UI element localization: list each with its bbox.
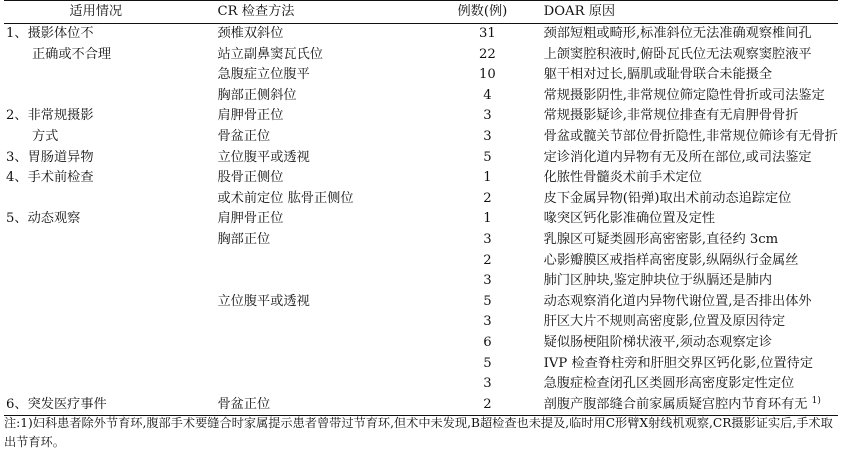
- method-cell-text: 肩胛骨正位: [217, 108, 284, 124]
- count-cell: [449, 168, 526, 189]
- category-cell: [4, 292, 185, 313]
- category-cell: [4, 24, 185, 45]
- count-cell: [449, 271, 526, 292]
- count-cell-text: 4: [483, 87, 492, 103]
- reason-cell: [526, 168, 838, 189]
- category-cell-text: 2、非常规摄影: [6, 108, 94, 124]
- method-cell-text: 或术前定位 肱骨正侧位: [217, 190, 354, 206]
- category-cell: [4, 209, 185, 230]
- reason-cell-text: 急腹症检查闭孔区类圆形高密度影定性定位: [543, 376, 795, 392]
- reason-cell: [526, 333, 838, 354]
- table-row: [4, 168, 838, 189]
- table-header-row: [4, 1, 838, 24]
- count-cell: [449, 86, 526, 107]
- header-category: 适用情况: [4, 1, 185, 24]
- method-cell: [185, 251, 449, 272]
- reason-cell: [526, 148, 838, 169]
- reason-cell-text: 定诊消化道内异物有无及所在部位,或司法鉴定: [543, 149, 812, 165]
- reason-cell: [526, 24, 838, 45]
- header-count: 例数(例): [449, 1, 526, 24]
- category-cell-text: 正确或不合理: [32, 46, 112, 62]
- reason-cell-text: 疑似肠梗阻阶梯状液平,须动态观察定诊: [543, 334, 773, 350]
- reason-cell-text: IVP 检查脊柱旁和肝胆交界区钙化影,位置待定: [543, 355, 814, 371]
- count-cell-text: 6: [483, 334, 492, 350]
- table-row: [4, 354, 838, 375]
- count-cell: [449, 65, 526, 86]
- table-row: [4, 189, 838, 210]
- count-cell: [449, 354, 526, 375]
- table-row: [4, 251, 838, 272]
- category-cell: [4, 189, 185, 210]
- method-cell-text: 骨盆正位: [217, 128, 271, 144]
- method-cell: [185, 168, 449, 189]
- method-cell: [185, 209, 449, 230]
- table-row: [4, 45, 838, 66]
- category-cell: [4, 86, 185, 107]
- reason-cell: [526, 65, 838, 86]
- category-cell-text: 3、胃肠道异物: [6, 149, 94, 165]
- category-cell: [4, 148, 185, 169]
- reason-cell: [526, 271, 838, 292]
- method-cell-text: 站立副鼻窦瓦氏位: [217, 46, 323, 62]
- table-row: [4, 395, 838, 416]
- method-cell: [185, 312, 449, 333]
- category-cell: [4, 395, 185, 416]
- count-cell: [449, 230, 526, 251]
- reason-cell: [526, 374, 838, 395]
- reason-cell-text: 剖腹产腹部缝合前家属质疑宫腔内节育环有无: [543, 396, 808, 412]
- count-cell-text: 2: [483, 190, 492, 206]
- method-cell: [185, 24, 449, 45]
- method-cell-text: 急腹症立位腹平: [217, 67, 310, 83]
- count-cell: [449, 333, 526, 354]
- category-cell: [4, 230, 185, 251]
- method-cell: [185, 106, 449, 127]
- count-cell: [449, 209, 526, 230]
- category-cell: [4, 354, 185, 375]
- count-cell-text: 5: [483, 293, 492, 309]
- count-cell-text: 2: [483, 252, 492, 268]
- table-row: [4, 148, 838, 169]
- count-cell-text: 22: [479, 46, 496, 62]
- category-cell-text: 方式: [32, 128, 59, 144]
- reason-cell: [526, 292, 838, 313]
- category-cell: [4, 65, 185, 86]
- table-row: [4, 374, 838, 395]
- reason-cell: [526, 86, 838, 107]
- reason-cell: [526, 312, 838, 333]
- reason-cell-text: 常规摄影阴性,非常规位筛定隐性骨折或司法鉴定: [543, 87, 825, 103]
- method-cell-text: 骨盆正位: [217, 396, 271, 412]
- count-cell-text: 5: [483, 355, 492, 371]
- count-cell-text: 3: [483, 273, 492, 289]
- reason-cell-text: 上颌窦腔积液时,俯卧瓦氏位无法观察窦腔液平: [543, 46, 812, 62]
- method-cell-text: 胸部正侧斜位: [217, 87, 297, 103]
- method-cell: [185, 374, 449, 395]
- method-cell-text: 肩胛骨正位: [217, 211, 284, 227]
- table-row: [4, 127, 838, 148]
- method-cell: [185, 333, 449, 354]
- reason-cell-text: 心影瓣膜区戒指样高密度影,纵隔纵行金属丝: [543, 252, 799, 268]
- table-footnote: 注:1)妇科患者除外节育环,腹部手术要缝合时家属提示患者曾带过节育环,但术中未发现,B超检查也未提及,临时用C形臂X射线机观察,CR摄影证实后,手术取出节育环。: [4, 416, 833, 449]
- table-row: [4, 292, 838, 313]
- category-cell: [4, 127, 185, 148]
- header-reason: DOAR 原因: [526, 1, 838, 24]
- category-cell: [4, 271, 185, 292]
- category-cell-text: 1、摄影体位不: [6, 26, 94, 41]
- reason-cell: [526, 251, 838, 272]
- count-cell-text: 1: [483, 211, 492, 227]
- reason-cell-text: 肺门区肿块,鉴定肿块位于纵膈还是肺内: [543, 273, 773, 289]
- count-cell-text: 3: [483, 128, 492, 144]
- method-cell: [185, 354, 449, 375]
- category-cell: [4, 333, 185, 354]
- method-cell: [185, 271, 449, 292]
- count-cell-text: 2: [483, 396, 492, 412]
- count-cell: [449, 127, 526, 148]
- method-cell-text: 颈椎双斜位: [217, 26, 284, 41]
- count-cell: [449, 374, 526, 395]
- count-cell-text: 31: [479, 26, 496, 41]
- method-cell: [185, 292, 449, 313]
- footnote-marker: 1): [811, 395, 821, 406]
- table-row: [4, 271, 838, 292]
- reason-cell: [526, 45, 838, 66]
- method-cell: [185, 45, 449, 66]
- category-cell-text: 5、动态观察: [6, 211, 81, 227]
- category-cell: [4, 168, 185, 189]
- reason-cell-text: 化脓性骨髓炎术前手术定位: [543, 170, 702, 186]
- table-row: [4, 24, 838, 45]
- category-cell-text: 6、突发医疗事件: [6, 396, 107, 412]
- header-method: CR 检查方法: [185, 1, 449, 24]
- category-cell: [4, 374, 185, 395]
- table-body: [4, 24, 838, 416]
- reason-cell: [526, 395, 838, 416]
- category-cell: [4, 106, 185, 127]
- method-cell: [185, 65, 449, 86]
- count-cell-text: 10: [479, 67, 496, 83]
- doar-table: [4, 0, 838, 416]
- count-cell: [449, 148, 526, 169]
- category-cell: [4, 312, 185, 333]
- table-row: [4, 86, 838, 107]
- reason-cell-text: 皮下金属异物(铅弹)取出术前动态追踪定位: [543, 190, 792, 206]
- count-cell: [449, 24, 526, 45]
- count-cell: [449, 312, 526, 333]
- reason-cell-text: 肝区大片不规则高密度影,位置及原因待定: [543, 314, 786, 330]
- method-cell: [185, 86, 449, 107]
- table-row: [4, 106, 838, 127]
- reason-cell: [526, 354, 838, 375]
- reason-cell-text: 常规摄影疑诊,非常规位排查有无肩胛骨骨折: [543, 108, 799, 124]
- count-cell: [449, 251, 526, 272]
- method-cell-text: 立位腹平或透视: [217, 149, 310, 165]
- reason-cell-text: 乳腺区可疑类圆形高密密影,直径约 3cm: [543, 231, 779, 247]
- count-cell: [449, 189, 526, 210]
- method-cell: [185, 230, 449, 251]
- reason-cell-text: 喙突区钙化影准确位置及定性: [543, 211, 716, 227]
- count-cell-text: 3: [483, 231, 492, 247]
- table-row: [4, 333, 838, 354]
- reason-cell: [526, 189, 838, 210]
- reason-cell-text: 动态观察消化道内异物代谢位置,是否排出体外: [543, 293, 812, 309]
- category-cell-text: 4、手术前检查: [6, 170, 94, 186]
- method-cell-text: 股骨正侧位: [217, 170, 284, 186]
- count-cell-text: 1: [483, 170, 492, 186]
- method-cell: [185, 395, 449, 416]
- method-cell: [185, 127, 449, 148]
- method-cell: [185, 148, 449, 169]
- count-cell-text: 3: [483, 376, 492, 392]
- method-cell-text: 立位腹平或透视: [217, 293, 310, 309]
- table-row: [4, 65, 838, 86]
- reason-cell: [526, 209, 838, 230]
- table-row: [4, 230, 838, 251]
- reason-cell: [526, 230, 838, 251]
- reason-cell-text: 骨盆或髋关节部位骨折隐性,非常规位筛诊有无骨折: [543, 128, 838, 144]
- method-cell-text: 胸部正位: [217, 231, 271, 247]
- count-cell-text: 5: [483, 149, 492, 165]
- method-cell: [185, 189, 449, 210]
- reason-cell-text: 颈部短粗或畸形,标准斜位无法准确观察椎间孔: [543, 26, 812, 41]
- table-row: [4, 312, 838, 333]
- count-cell-text: 3: [483, 108, 492, 124]
- count-cell: [449, 45, 526, 66]
- count-cell-text: 3: [483, 314, 492, 330]
- category-cell: [4, 45, 185, 66]
- reason-cell-text: 躯干相对过长,膈肌或耻骨联合未能摄全: [543, 67, 773, 83]
- count-cell: [449, 395, 526, 416]
- category-cell: [4, 251, 185, 272]
- count-cell: [449, 106, 526, 127]
- count-cell: [449, 292, 526, 313]
- reason-cell: [526, 127, 838, 148]
- reason-cell: [526, 106, 838, 127]
- table-row: [4, 209, 838, 230]
